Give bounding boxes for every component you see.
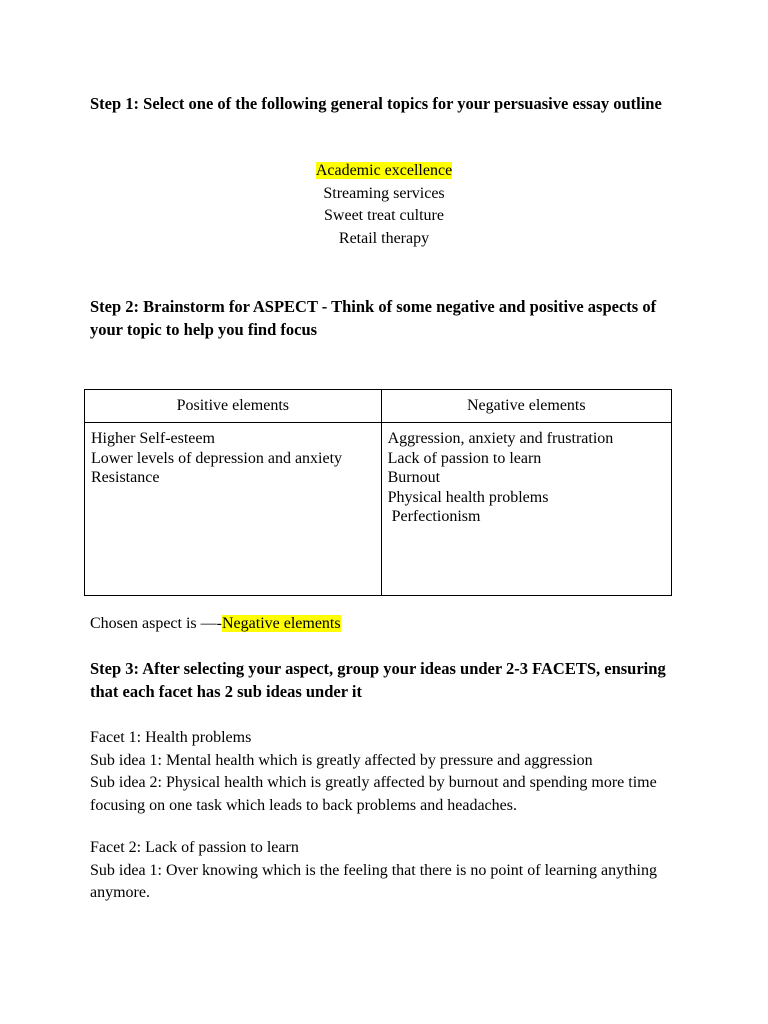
highlighted-topic: Academic excellence <box>315 162 453 179</box>
step3-heading: Step 3: After selecting your aspect, group your ideas under 2-3 FACETS, ensuring that each facet has 2 sub ideas under it <box>90 659 666 701</box>
list-item: Burnout <box>387 469 441 486</box>
list-item: Aggression, anxiety and frustration <box>387 430 614 447</box>
step2-heading: Step 2: Brainstorm for ASPECT - Think of some negative and positive aspects of your topic to help you find focus <box>90 297 657 339</box>
negative-header: Negative elements <box>381 390 671 423</box>
chosen-aspect-prefix: Chosen aspect is —- <box>90 615 222 632</box>
topic-item <box>0 160 768 183</box>
topic-item <box>0 183 768 206</box>
list-item: Lack of passion to learn <box>387 449 542 467</box>
topic-item <box>0 228 768 251</box>
facet2-sub-idea-1: Sub idea 1: Over knowing which is the feeling that there is no point of learning anything anymore. <box>90 861 657 901</box>
aspects-table <box>84 389 672 596</box>
chosen-aspect-line <box>90 612 680 635</box>
list-item: Physical health problems <box>387 488 549 506</box>
topic-label: Retail therapy <box>338 229 430 247</box>
topic-item <box>0 205 768 228</box>
topic-list <box>0 160 768 250</box>
negative-cell <box>381 423 671 596</box>
list-item: Lower levels of depression and anxiety <box>91 449 343 467</box>
facet1-sub-idea-1: Sub idea 1: Mental health which is greatly affected by pressure and aggression <box>90 751 593 769</box>
chosen-aspect-value: Negative elements <box>221 615 341 632</box>
topic-label: Streaming services <box>323 184 445 202</box>
facet1-sub-idea-2: Sub idea 2: Physical health which is greatly affected by burnout and spending more time focusing on one task which leads to back problems and headaches. <box>90 774 657 814</box>
step1-heading: Step 1: Select one of the following general topics for your persuasive essay outline <box>90 94 662 113</box>
list-item: Perfectionism <box>387 508 481 525</box>
facet1-section <box>90 727 680 817</box>
positive-header: Positive elements <box>85 390 382 423</box>
facet2-title: Facet 2: Lack of passion to learn <box>90 839 299 856</box>
list-item: Resistance <box>91 469 160 486</box>
facet1-title: Facet 1: Health problems <box>90 729 252 746</box>
table-header-row <box>85 390 672 423</box>
table-row <box>85 423 672 596</box>
positive-cell <box>85 423 382 596</box>
list-item: Higher Self-esteem <box>91 430 215 447</box>
facet2-section <box>90 837 680 905</box>
topic-label: Sweet treat culture <box>324 207 444 224</box>
